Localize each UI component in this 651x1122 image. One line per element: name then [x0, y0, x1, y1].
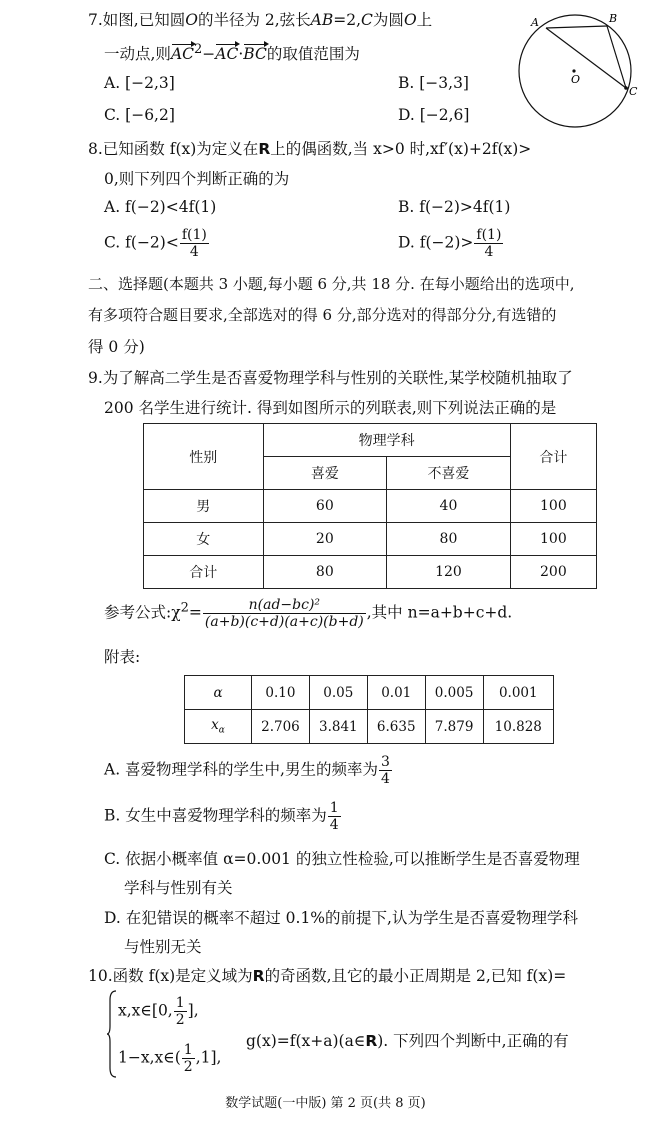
- table-row: 女 20 80 100: [144, 523, 597, 556]
- piecewise-brace: [107, 990, 117, 1078]
- chord-ab: [546, 26, 607, 28]
- x-alpha-label: $x_\alpha$: [185, 710, 252, 744]
- q9-option-b: B. 女生中喜爱物理学科的频率为 $\frac{1}{4}$: [104, 800, 339, 833]
- label-c: C: [629, 85, 638, 98]
- q9-option-a: A. 喜爱物理学科的学生中,男生的频率为 $\frac{3}{4}$: [104, 754, 390, 787]
- section2-line3: 得 0 分): [88, 338, 145, 356]
- appendix-label: 附表:: [104, 648, 141, 666]
- q8-option-b: B. f(−2)>4f(1): [398, 198, 511, 216]
- q9-option-d-line1: D. 在犯错误的概率不超过 0.1%的前提下,认为学生是否喜爱物理学科: [104, 909, 578, 927]
- contingency-table: [143, 423, 597, 589]
- q8-line2: 0,则下列四个判断正确的为: [104, 170, 290, 188]
- page-footer: 数学试题(一中版) 第 2 页(共 8 页): [225, 1096, 426, 1111]
- q7-option-b: B. [−3,3]: [398, 74, 469, 92]
- q9-option-c-line1: C. 依据小概率值 α=0.001 的独立性检验,可以推断学生是否喜爱物理: [104, 850, 580, 868]
- q8-line1: 8.已知函数 f(x)为定义在R上的偶函数,当 x>0 时,xf′(x)+2f(x)>: [88, 140, 532, 158]
- header-like: 喜爱: [263, 457, 387, 490]
- chord-ac: [546, 28, 626, 88]
- header-dislike: 不喜爱: [387, 457, 511, 490]
- q9-line2: 200 名学生进行统计. 得到如图所示的列联表,则下列说法正确的是: [104, 399, 557, 417]
- q8-option-d: D. f(−2)> $\frac{f(1)}{4}$: [398, 227, 502, 260]
- q9-line1: 9.为了解高二学生是否喜爱物理学科与性别的关联性,某学校随机抽取了: [88, 369, 573, 387]
- table-row: 男 60 40 100: [144, 490, 597, 523]
- section2-line2: 有多项符合题目要求,全部选对的得 6 分,部分选对的得部分分,有选错的: [88, 306, 557, 324]
- q7-option-d: D. [−2,6]: [398, 106, 470, 124]
- q7-line1: 7.如图,已知圆O的半径为 2,弦长AB=2,C为圆O上: [88, 11, 433, 29]
- q9-option-c-line2: 学科与性别有关: [124, 879, 233, 897]
- label-b: B: [609, 12, 618, 25]
- q9-option-d-line2: 与性别无关: [124, 938, 202, 956]
- alpha-label: α: [185, 676, 252, 710]
- q7-line2: 一动点,则$AC^2-AC\cdot BC$的取值范围为: [104, 42, 360, 64]
- q7-option-a: A. [−2,3]: [104, 74, 175, 92]
- critical-value-table: α 0.10 0.05 0.01 0.005 0.001 $x_\alpha$ 2.706 3.841 6.635 7.879 10.828: [184, 675, 554, 744]
- section2-line1: 二、选择题(本题共 3 小题,每小题 6 分,共 18 分. 在每小题给出的选项中,: [88, 275, 575, 293]
- piecewise-case-2: 1−x,x∈( $\frac{1}{2}$ ,1],: [118, 1042, 222, 1075]
- label-a: A: [531, 16, 539, 29]
- chord-bc: [607, 26, 626, 88]
- q7-option-c: C. [−6,2]: [104, 106, 175, 124]
- circle-figure: [508, 8, 648, 134]
- table-row: 合计 80 120 200: [144, 556, 597, 589]
- g-definition: g(x)=f(x+a)(a∈R). 下列四个判断中,正确的有: [246, 1032, 569, 1050]
- piecewise-case-1: x,x∈[0, $\frac{1}{2}$ ],: [118, 995, 199, 1028]
- header-subject: 物理学科: [263, 424, 510, 457]
- header-total: 合计: [510, 424, 596, 490]
- label-o: O: [571, 73, 581, 86]
- q10-line1: 10.函数 f(x)是定义域为R的奇函数,且它的最小正周期是 2,已知 f(x)=: [88, 967, 567, 985]
- q8-option-a: A. f(−2)<4f(1): [104, 198, 217, 216]
- point-c: [624, 86, 628, 90]
- header-gender: 性别: [144, 424, 264, 490]
- q8-option-c: C. f(−2)< $\frac{f(1)}{4}$: [104, 227, 207, 260]
- chi-square-formula: 参考公式$:\chi^2=$ $\frac{\text{n(ad−bc)²}}{(a+b)(c+d)(a+c)(b+d)}$ ,其中 n=a+b+c+d.: [104, 597, 513, 630]
